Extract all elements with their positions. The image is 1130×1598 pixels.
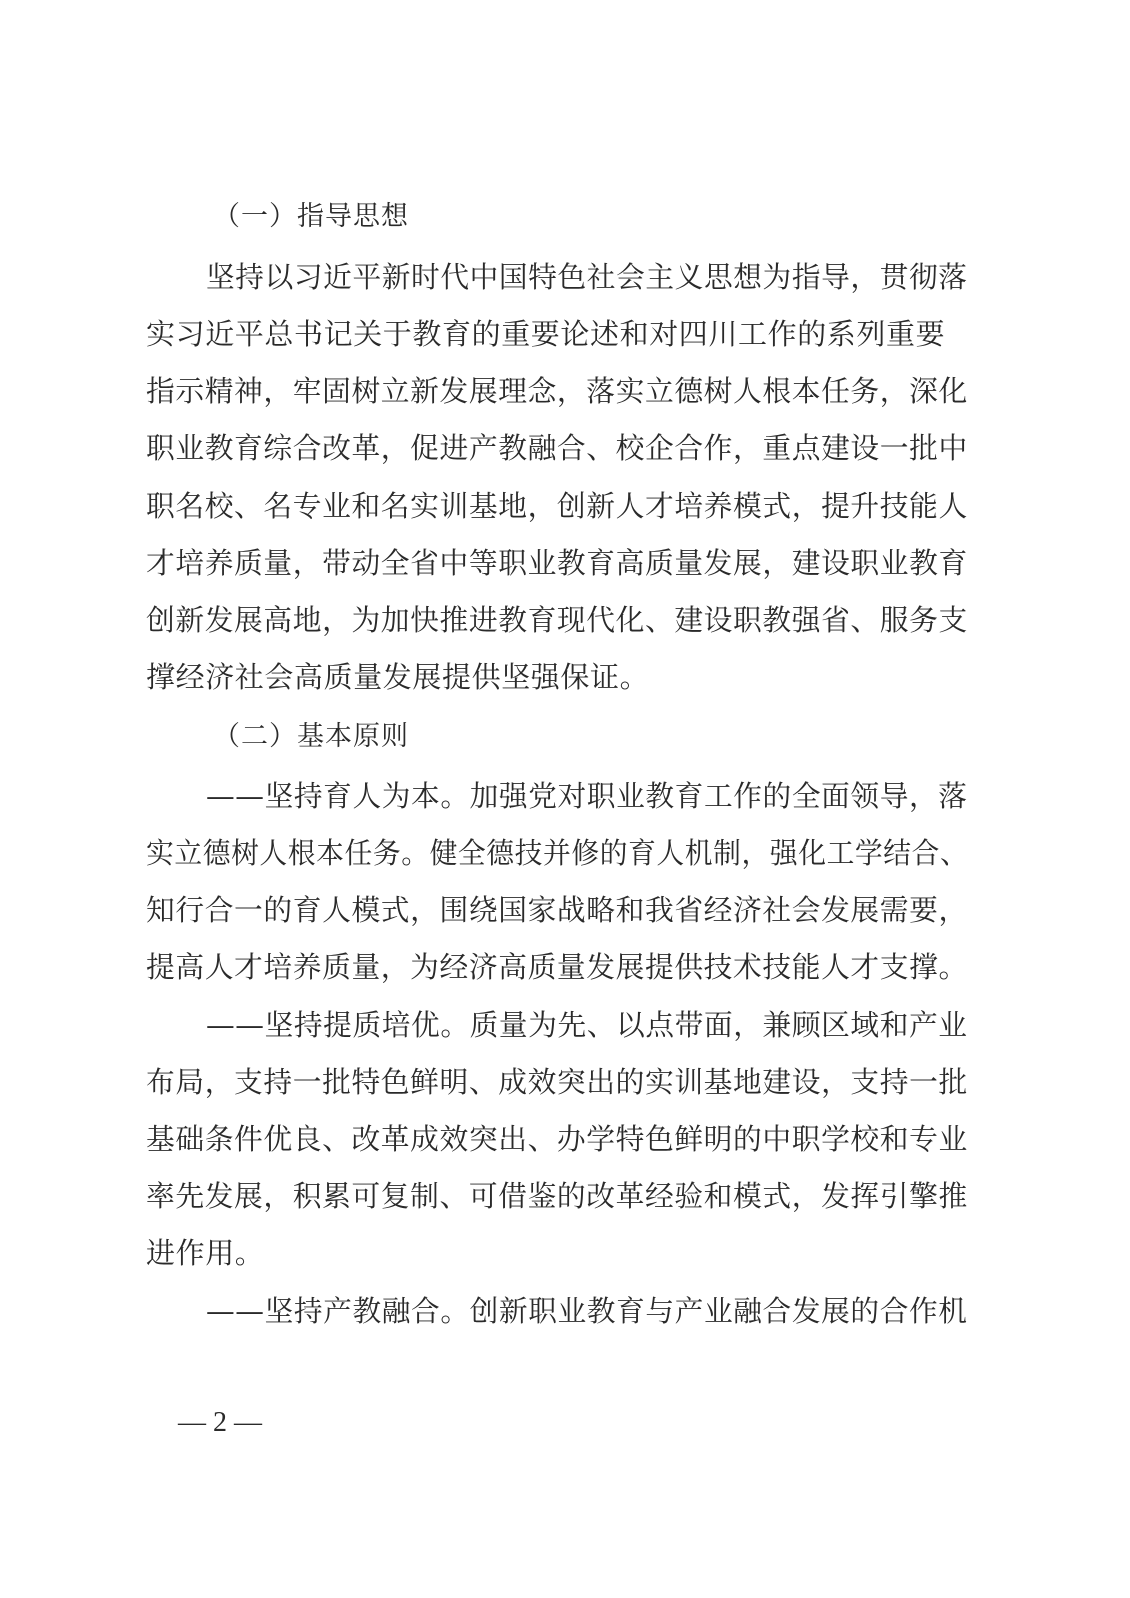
paragraph-line: ——坚持育人为本。加强党对职业教育工作的全面领导，落 xyxy=(206,779,968,813)
paragraph-line: 实立德树人根本任务。健全德技并修的育人机制，强化工学结合、 xyxy=(146,836,969,870)
paragraph-line: ——坚持产教融合。创新职业教育与产业融合发展的合作机 xyxy=(206,1294,968,1328)
paragraph-line: ——坚持提质培优。质量为先、以点带面，兼顾区域和产业 xyxy=(206,1008,968,1042)
paragraph-line: 率先发展，积累可复制、可借鉴的改革经验和模式，发挥引擎推 xyxy=(146,1179,968,1213)
paragraph-line: 知行合一的育人模式，围绕国家战略和我省经济社会发展需要， xyxy=(146,893,968,927)
paragraph-line: 撑经济社会高质量发展提供坚强保证。 xyxy=(146,660,650,694)
paragraph-line: 创新发展高地，为加快推进教育现代化、建设职教强省、服务支 xyxy=(146,603,968,637)
page-number: — 2 — xyxy=(178,1407,262,1438)
section-heading-basic-principles: （二）基本原则 xyxy=(213,721,409,752)
paragraph-line: 进作用。 xyxy=(146,1236,265,1270)
paragraph-line: 提高人才培养质量，为经济高质量发展提供技术技能人才支撑。 xyxy=(146,950,968,984)
section-heading-guiding-ideology: （一）指导思想 xyxy=(213,201,409,232)
paragraph-line: 布局，支持一批特色鲜明、成效突出的实训基地建设，支持一批 xyxy=(146,1065,968,1099)
paragraph-line: 坚持以习近平新时代中国特色社会主义思想为指导，贯彻落 xyxy=(206,260,968,294)
paragraph-line: 才培养质量，带动全省中等职业教育高质量发展，建设职业教育 xyxy=(146,546,968,580)
paragraph-line: 职业教育综合改革，促进产教融合、校企合作，重点建设一批中 xyxy=(146,431,968,465)
paragraph-line: 基础条件优良、改革成效突出、办学特色鲜明的中职学校和专业 xyxy=(146,1122,968,1156)
paragraph-line: 指示精神，牢固树立新发展理念，落实立德树人根本任务，深化 xyxy=(146,374,968,408)
paragraph-line: 实习近平总书记关于教育的重要论述和对四川工作的系列重要 xyxy=(146,317,946,351)
paragraph-line: 职名校、名专业和名实训基地，创新人才培养模式，提升技能人 xyxy=(146,489,968,523)
